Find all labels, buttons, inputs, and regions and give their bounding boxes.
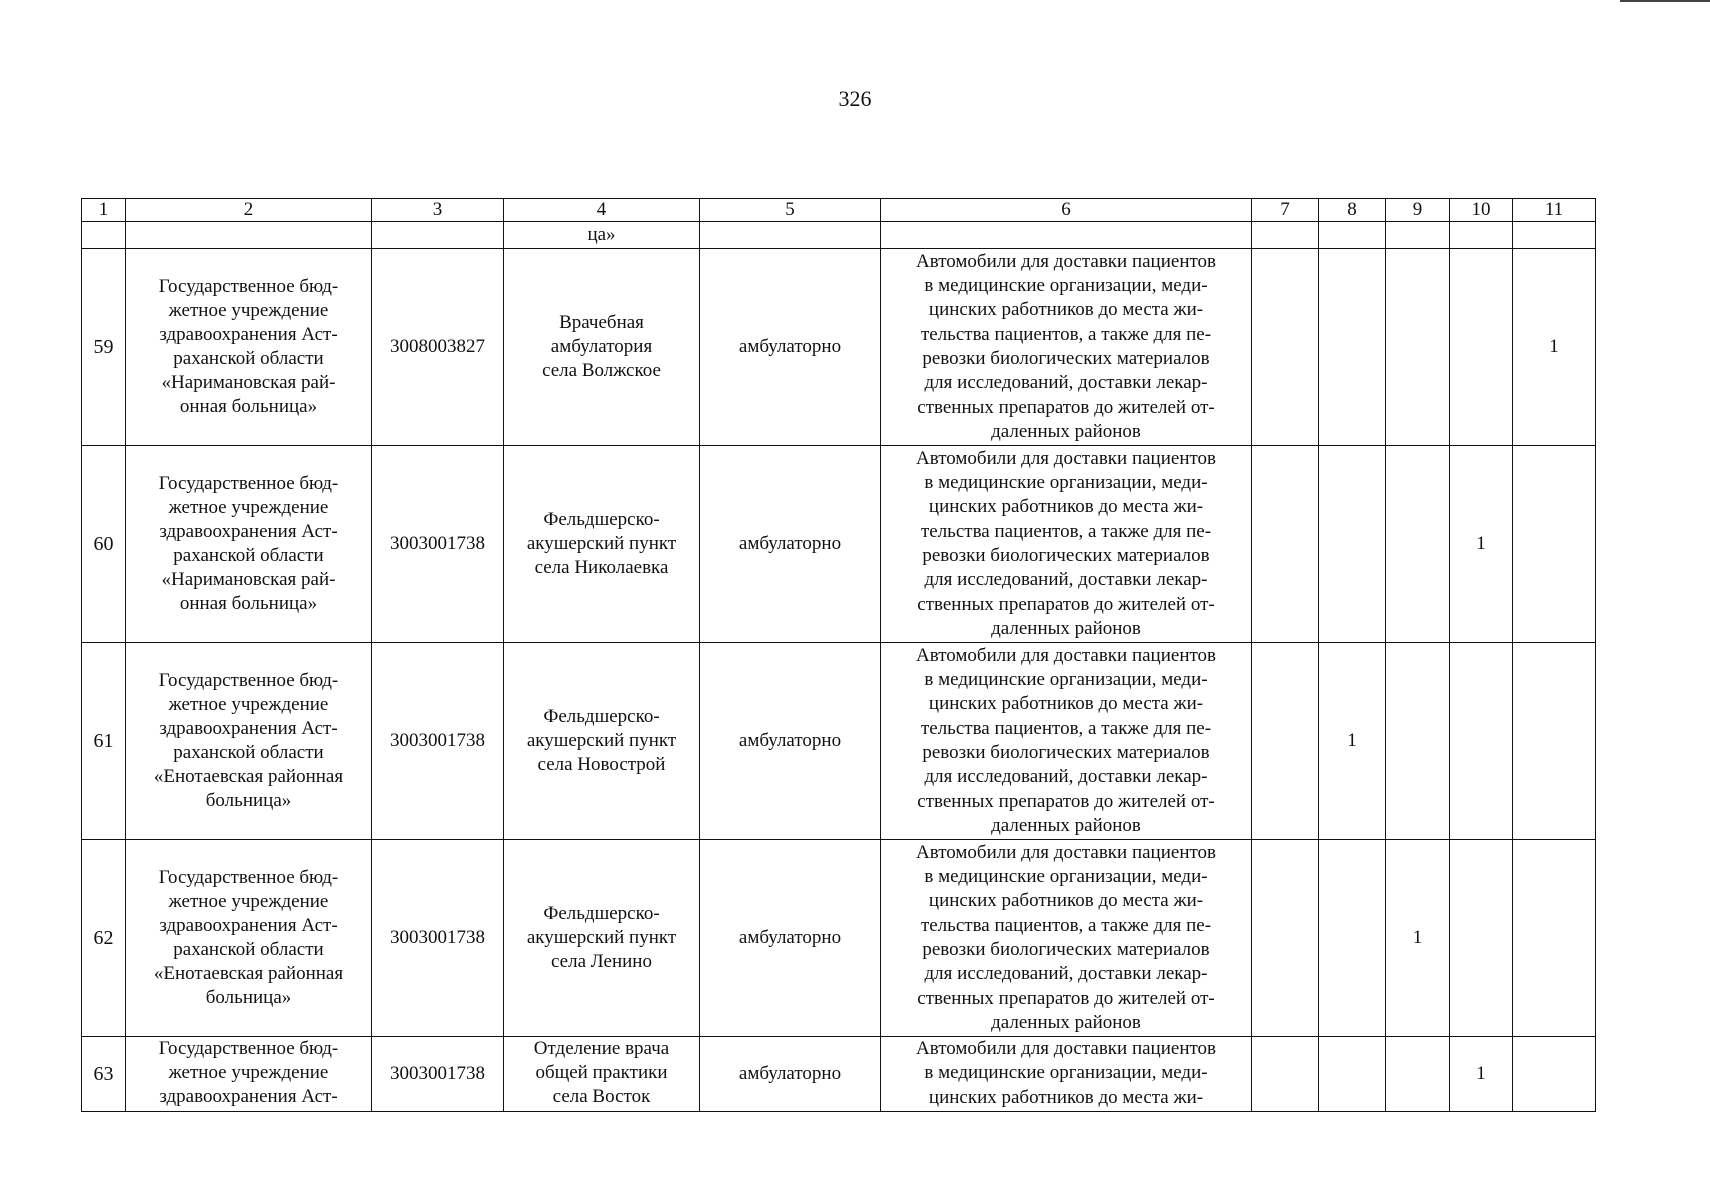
- continuation-cell: [1319, 222, 1386, 249]
- col9-cell: [1386, 643, 1450, 840]
- continuation-cell: [82, 222, 126, 249]
- col11-cell: 1: [1513, 249, 1596, 446]
- page-number: 326: [838, 86, 872, 111]
- column-header: 2: [126, 199, 372, 222]
- column-header: 4: [504, 199, 700, 222]
- inn-cell: 3003001738: [372, 840, 504, 1037]
- department-cell: Фельдшерско- акушерский пункт села Николаевка: [504, 446, 700, 643]
- table-row: [82, 446, 1596, 643]
- table-body: [82, 199, 1596, 1112]
- table-row: [82, 1037, 1596, 1112]
- continuation-row: [82, 222, 1596, 249]
- column-header: 11: [1513, 199, 1596, 222]
- column-header: 7: [1252, 199, 1319, 222]
- care-mode-cell: амбулаторно: [700, 1037, 881, 1112]
- continuation-cell: [1252, 222, 1319, 249]
- continuation-cell: [1513, 222, 1596, 249]
- col9-cell: [1386, 446, 1450, 643]
- inn-cell: 3003001738: [372, 643, 504, 840]
- department-cell: Фельдшерско- акушерский пункт села Ленино: [504, 840, 700, 1037]
- vehicle-purpose-cell: Автомобили для доставки пациентов в медицинские организации, меди- цинских работников до места жи-: [881, 1037, 1252, 1112]
- care-mode-cell: амбулаторно: [700, 249, 881, 446]
- care-mode-cell: амбулаторно: [700, 643, 881, 840]
- continuation-cell: [1386, 222, 1450, 249]
- row-number-cell: 63: [82, 1037, 126, 1112]
- vehicle-purpose-cell: Автомобили для доставки пациентов в медицинские организации, меди- цинских работников до места жи- тельства пациентов, а также для пе- ревозки биологических материалов для исследований, доставки лекар- ственных препаратов до жителей от- даленных районов: [881, 643, 1252, 840]
- organization-cell: Государственное бюд- жетное учреждение здравоохранения Аст- раханской области «Енотаевская районная больница»: [126, 840, 372, 1037]
- col10-cell: 1: [1450, 1037, 1513, 1112]
- row-number-cell: 60: [82, 446, 126, 643]
- data-table: [81, 198, 1596, 1112]
- col7-cell: [1252, 249, 1319, 446]
- col7-cell: [1252, 643, 1319, 840]
- column-header: 9: [1386, 199, 1450, 222]
- department-cell: Отделение врача общей практики села Восток: [504, 1037, 700, 1112]
- col9-cell: 1: [1386, 840, 1450, 1037]
- organization-cell: Государственное бюд- жетное учреждение здравоохранения Аст- раханской области «Наримановская рай- онная больница»: [126, 446, 372, 643]
- column-header: 3: [372, 199, 504, 222]
- continuation-cell: [700, 222, 881, 249]
- table-row: [82, 643, 1596, 840]
- organization-cell: Государственное бюд- жетное учреждение здравоохранения Аст- раханской области «Наримановская рай- онная больница»: [126, 249, 372, 446]
- col9-cell: [1386, 249, 1450, 446]
- table-row: [82, 249, 1596, 446]
- inn-cell: 3008003827: [372, 249, 504, 446]
- col11-cell: [1513, 1037, 1596, 1112]
- row-number-cell: 61: [82, 643, 126, 840]
- column-header: 8: [1319, 199, 1386, 222]
- continuation-cell: [1450, 222, 1513, 249]
- col10-cell: [1450, 249, 1513, 446]
- col8-cell: [1319, 840, 1386, 1037]
- vehicle-purpose-cell: Автомобили для доставки пациентов в медицинские организации, меди- цинских работников до места жи- тельства пациентов, а также для пе- ревозки биологических материалов для исследований, доставки лекар- ственных препаратов до жителей от- даленных районов: [881, 840, 1252, 1037]
- column-number-row: [82, 199, 1596, 222]
- column-header: 5: [700, 199, 881, 222]
- col11-cell: [1513, 840, 1596, 1037]
- col10-cell: [1450, 840, 1513, 1037]
- continuation-cell: [126, 222, 372, 249]
- department-cell: Фельдшерско- акушерский пункт села Новострой: [504, 643, 700, 840]
- column-header: 1: [82, 199, 126, 222]
- inn-cell: 3003001738: [372, 446, 504, 643]
- col7-cell: [1252, 446, 1319, 643]
- department-cell: Врачебная амбулатория села Волжское: [504, 249, 700, 446]
- continuation-cell: [881, 222, 1252, 249]
- table-row: [82, 840, 1596, 1037]
- col8-cell: [1319, 249, 1386, 446]
- col11-cell: [1513, 446, 1596, 643]
- col11-cell: [1513, 643, 1596, 840]
- col9-cell: [1386, 1037, 1450, 1112]
- col7-cell: [1252, 1037, 1319, 1112]
- vehicle-purpose-cell: Автомобили для доставки пациентов в медицинские организации, меди- цинских работников до места жи- тельства пациентов, а также для пе- ревозки биологических материалов для исследований, доставки лекар- ственных препаратов до жителей от- даленных районов: [881, 446, 1252, 643]
- col7-cell: [1252, 840, 1319, 1037]
- column-header: 6: [881, 199, 1252, 222]
- continuation-cell: ца»: [504, 222, 700, 249]
- organization-cell: Государственное бюд- жетное учреждение здравоохранения Аст-: [126, 1037, 372, 1112]
- row-number-cell: 59: [82, 249, 126, 446]
- inn-cell: 3003001738: [372, 1037, 504, 1112]
- col8-cell: [1319, 446, 1386, 643]
- care-mode-cell: амбулаторно: [700, 446, 881, 643]
- col8-cell: 1: [1319, 643, 1386, 840]
- continuation-cell: [372, 222, 504, 249]
- scan-edge-mark: [1620, 0, 1710, 2]
- col10-cell: [1450, 643, 1513, 840]
- col8-cell: [1319, 1037, 1386, 1112]
- col10-cell: 1: [1450, 446, 1513, 643]
- column-header: 10: [1450, 199, 1513, 222]
- vehicle-purpose-cell: Автомобили для доставки пациентов в медицинские организации, меди- цинских работников до места жи- тельства пациентов, а также для пе- ревозки биологических материалов для исследований, доставки лекар- ственных препаратов до жителей от- даленных районов: [881, 249, 1252, 446]
- row-number-cell: 62: [82, 840, 126, 1037]
- organization-cell: Государственное бюд- жетное учреждение здравоохранения Аст- раханской области «Енотаевская районная больница»: [126, 643, 372, 840]
- care-mode-cell: амбулаторно: [700, 840, 881, 1037]
